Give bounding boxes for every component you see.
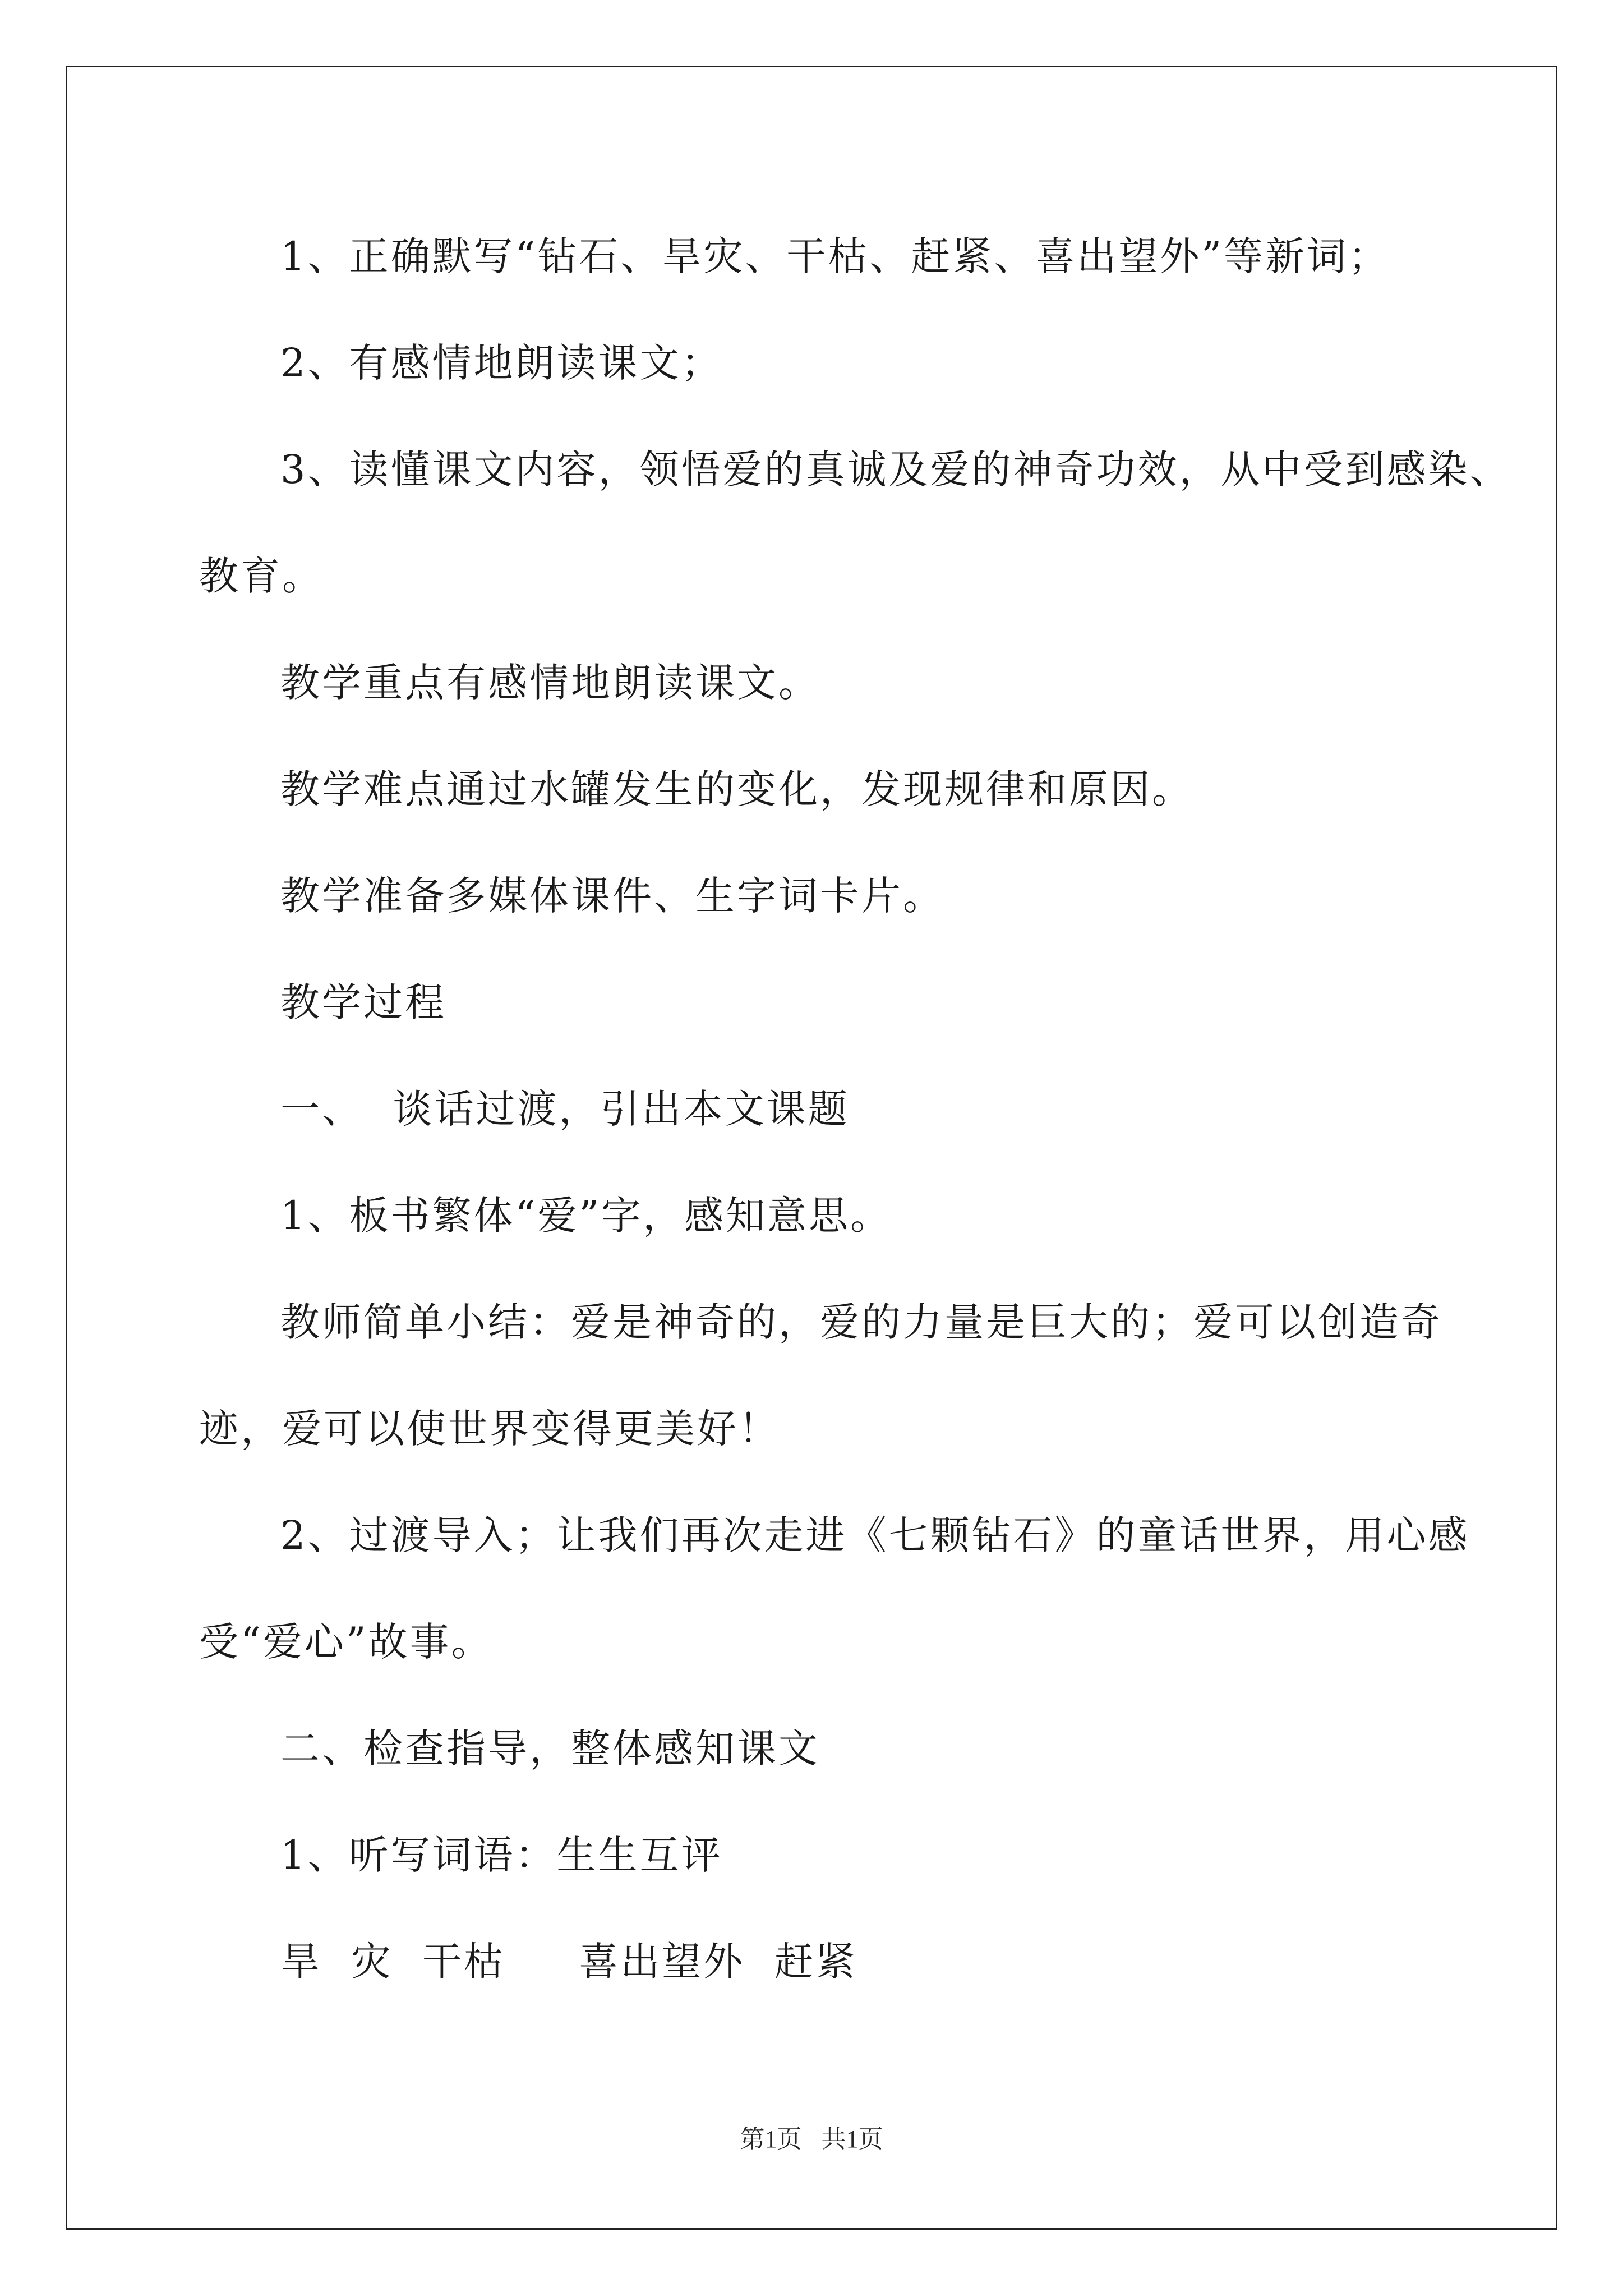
text-line: 教师简单小结：爱是神奇的，爱的力量是巨大的；爱可以创造奇 — [280, 1299, 1442, 1345]
text-line: 教学难点通过水罐发生的变化，发现规律和原因。 — [280, 766, 1193, 812]
text-line: 3、读懂课文内容，领悟爱的真诚及爱的神奇功效，从中受到感染、 — [280, 447, 1511, 493]
text-line: 1、听写词语：生生互评 — [280, 1832, 723, 1878]
text-line: 教学重点有感情地朗读课文。 — [280, 660, 820, 706]
text-line: 二、检查指导，整体感知课文 — [280, 1726, 820, 1772]
text-line: 受“爱心”故事。 — [199, 1619, 493, 1665]
text-line: 教学过程 — [280, 979, 446, 1025]
text-line: 2、有感情地朗读课文； — [280, 340, 723, 386]
current-page-number: 第1页 — [740, 2125, 802, 2153]
text-line: 教育。 — [199, 553, 324, 599]
page-footer — [0, 2123, 1623, 2156]
text-line: 2、过渡导入；让我们再次走进《七颗钻石》的童话世界，用心感 — [280, 1512, 1470, 1558]
text-line: 旱 灾 干枯 喜出望外 赶紧 — [280, 1939, 857, 1985]
text-line: 迹，爱可以使世界变得更美好！ — [199, 1406, 780, 1452]
text-line: 一、 谈话过渡，引出本文课题 — [280, 1086, 850, 1132]
text-line: 1、正确默写“钻石、旱灾、干枯、赶紧、喜出望外”等新词； — [280, 233, 1390, 279]
text-line: 教学准备多媒体课件、生字词卡片。 — [280, 873, 944, 919]
page-border — [66, 66, 1557, 2230]
text-line: 1、板书繁体“爱”字，感知意思。 — [280, 1193, 892, 1239]
total-page-count: 共1页 — [821, 2125, 883, 2153]
